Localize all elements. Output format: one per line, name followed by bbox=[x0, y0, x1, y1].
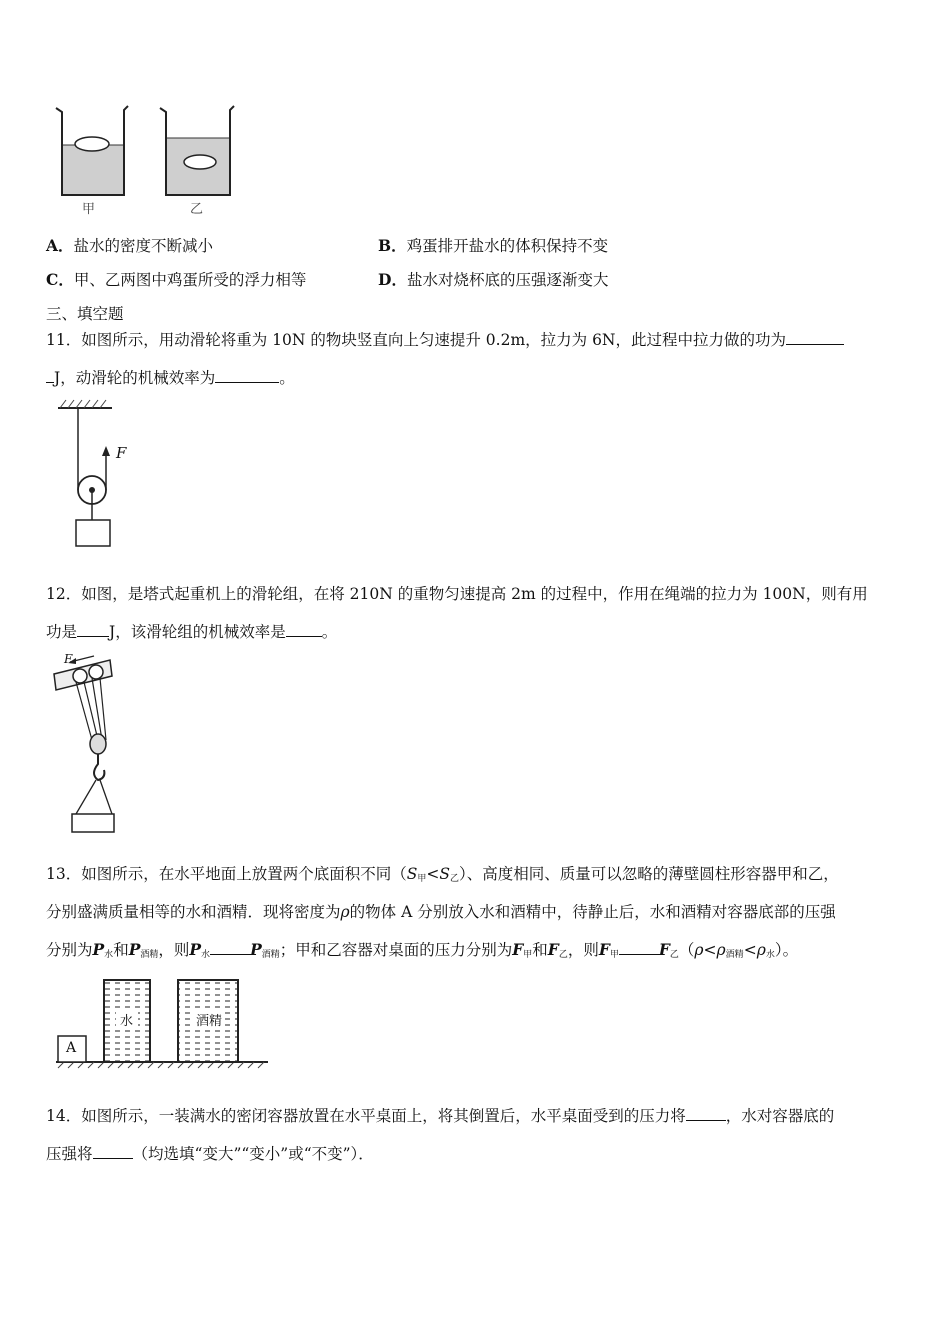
q12-blank-1[interactable] bbox=[77, 622, 109, 637]
q13-text-3b: ；甲和乙容器对桌面的压力分别为 bbox=[279, 941, 513, 959]
q13-line2 bbox=[46, 902, 836, 922]
q13-line3 bbox=[46, 940, 798, 965]
q13-blank-1[interactable] bbox=[210, 940, 250, 955]
option-d-key: D． bbox=[378, 270, 407, 289]
q11-text-1: 11．如图所示，用动滑轮将重为 10N 的物块竖直向上匀速提升 0.2m，拉力为 6N，此过程中拉力做的功为 bbox=[46, 331, 786, 349]
q14-line2 bbox=[46, 1144, 374, 1164]
option-a-text: 盐水的密度不断减小 bbox=[73, 237, 214, 255]
q13-sub-jia-2: 甲 bbox=[523, 950, 533, 960]
option-a bbox=[46, 236, 213, 256]
option-a-key: A． bbox=[46, 236, 74, 255]
beaker-label-jia: 甲 bbox=[82, 202, 96, 217]
q13-sub-water-3: 水 bbox=[765, 950, 775, 960]
q13-sub-yi-2: 乙 bbox=[558, 950, 568, 960]
q13-rho-3: ρ bbox=[716, 941, 726, 959]
q13-text-1b: ）、高度相同、质量可以忽略的薄壁圆柱形容器甲和乙， bbox=[459, 865, 839, 883]
beakers-svg bbox=[48, 100, 248, 220]
q13-he-2: 和 bbox=[532, 941, 548, 959]
q13-P-1: P bbox=[92, 940, 105, 959]
section-title: 三、填空题 bbox=[46, 305, 124, 323]
q13-sub-alcohol-3: 酒精 bbox=[725, 950, 744, 960]
q13-lt-3: < bbox=[743, 941, 757, 959]
q14-blank-2[interactable] bbox=[93, 1144, 133, 1159]
beaker-jia bbox=[56, 106, 128, 195]
beakers-figure bbox=[48, 100, 248, 220]
q13-text-2a: 分别盛满质量相等的水和酒精．现将密度为 bbox=[46, 903, 341, 921]
egg-yi bbox=[184, 155, 216, 169]
q13-paren-close: ）。 bbox=[774, 941, 799, 959]
q13-F-3: F bbox=[598, 940, 610, 959]
q11-line2 bbox=[46, 368, 295, 388]
option-c bbox=[46, 270, 306, 290]
q13-F-2: F bbox=[547, 940, 559, 959]
q14-text-2a: 压强将 bbox=[46, 1145, 93, 1163]
q12-blank-2[interactable] bbox=[286, 622, 322, 637]
water-label: 水 bbox=[120, 1014, 134, 1029]
q11-text-2b: 。 bbox=[279, 369, 295, 387]
crane-pulley-figure bbox=[50, 652, 130, 842]
option-c-key: C． bbox=[46, 270, 74, 289]
q11-text-2a: J，动滑轮的机械效率为 bbox=[54, 369, 216, 387]
q13-sub-water-2: 水 bbox=[201, 950, 211, 960]
q14-text-1b: ，水对容器底的 bbox=[725, 1107, 835, 1125]
hook-icon bbox=[94, 754, 104, 780]
q13-sub-alcohol-2: 酒精 bbox=[261, 950, 280, 960]
q13-sub-water-1: 水 bbox=[104, 950, 114, 960]
q13-text-2b: 的物体 A 分别放入水和酒精中，待静止后，水和酒精对容器底部的压强 bbox=[349, 903, 836, 921]
q13-P-2: P bbox=[128, 940, 141, 959]
q14-blank-1[interactable] bbox=[686, 1106, 726, 1121]
q12-text-2b: J，该滑轮组的机械效率是 bbox=[109, 623, 286, 641]
q12-line1: 12．如图，是塔式起重机上的滑轮组，在将 210N 的重物匀速提高 2m 的过程中，作用在绳端的拉力为 100N，则有用 bbox=[46, 585, 868, 603]
option-d-text: 盐水对烧杯底的压强逐渐变大 bbox=[406, 271, 609, 289]
q13-text-3a: 分别为 bbox=[46, 941, 93, 959]
q13-F-4: F bbox=[658, 940, 670, 959]
q13-S-1: S bbox=[406, 865, 418, 883]
q14-text-2b: （均选填“变大”“变小”或“不变”）． bbox=[132, 1145, 374, 1163]
q11-blank-1[interactable] bbox=[786, 330, 844, 345]
q13-rho-4: ρ bbox=[756, 941, 766, 959]
q12-text-2c: 。 bbox=[321, 623, 338, 641]
option-b-key: B． bbox=[378, 236, 407, 255]
q13-rho-2: ρ bbox=[694, 941, 704, 959]
q13-he-1: 和 bbox=[113, 941, 129, 959]
containers-svg bbox=[54, 974, 270, 1070]
q14-line1 bbox=[46, 1106, 834, 1126]
load-block bbox=[76, 520, 110, 546]
q13-P-3: P bbox=[189, 940, 202, 959]
q12-text-2a: 功是 bbox=[46, 623, 78, 641]
q11-blank-1-cont[interactable] bbox=[46, 368, 54, 383]
q11-line1 bbox=[46, 330, 844, 350]
q13-rho: ρ bbox=[340, 903, 350, 921]
block-a-label: A bbox=[66, 1040, 77, 1056]
movable-pulley-svg bbox=[56, 398, 156, 558]
q13-text-1a: 13．如图所示，在水平地面上放置两个底面积不同（ bbox=[46, 865, 407, 883]
q12-line2 bbox=[46, 622, 337, 642]
q13-P-4: P bbox=[250, 940, 262, 959]
q13-paren-open: （ bbox=[678, 941, 695, 959]
q13-sub-yi-3: 乙 bbox=[669, 950, 679, 960]
crane-pulley-svg bbox=[50, 652, 130, 842]
q13-lt: < bbox=[426, 865, 440, 883]
q11-blank-2[interactable] bbox=[215, 368, 279, 383]
arrow-up-icon bbox=[102, 446, 110, 456]
q13-sub-jia: 甲 bbox=[417, 874, 427, 884]
containers-figure bbox=[54, 974, 270, 1070]
q13-line1 bbox=[46, 864, 839, 889]
option-c-text: 甲、乙两图中鸡蛋所受的浮力相等 bbox=[73, 271, 307, 289]
crane-force-label: F bbox=[64, 652, 73, 666]
q14-text-1a: 14．如图所示，一装满水的密闭容器放置在水平桌面上，将其倒置后，水平桌面受到的压力将 bbox=[46, 1107, 686, 1125]
q13-sub-yi: 乙 bbox=[450, 874, 460, 884]
beaker-yi bbox=[160, 106, 234, 195]
q13-F-1: F bbox=[512, 940, 524, 959]
q13-ze-1: ，则 bbox=[158, 941, 190, 959]
movable-pulley-figure bbox=[56, 398, 156, 558]
q13-sub-jia-3: 甲 bbox=[609, 950, 619, 960]
option-b bbox=[378, 236, 608, 256]
alcohol-label: 酒精 bbox=[196, 1014, 223, 1029]
q13-S-2: S bbox=[439, 865, 450, 883]
q13-text-3c: ，则 bbox=[567, 941, 599, 959]
pulley-force-label: F bbox=[116, 444, 127, 462]
q13-blank-2[interactable] bbox=[619, 940, 659, 955]
option-b-text: 鸡蛋排开盐水的体积保持不变 bbox=[406, 237, 609, 255]
q13-lt-2: < bbox=[703, 941, 717, 959]
crane-load bbox=[72, 814, 114, 832]
egg-jia bbox=[75, 137, 109, 151]
q13-sub-alcohol-1: 酒精 bbox=[140, 950, 159, 960]
option-d bbox=[378, 270, 608, 290]
beaker-label-yi: 乙 bbox=[190, 202, 204, 217]
